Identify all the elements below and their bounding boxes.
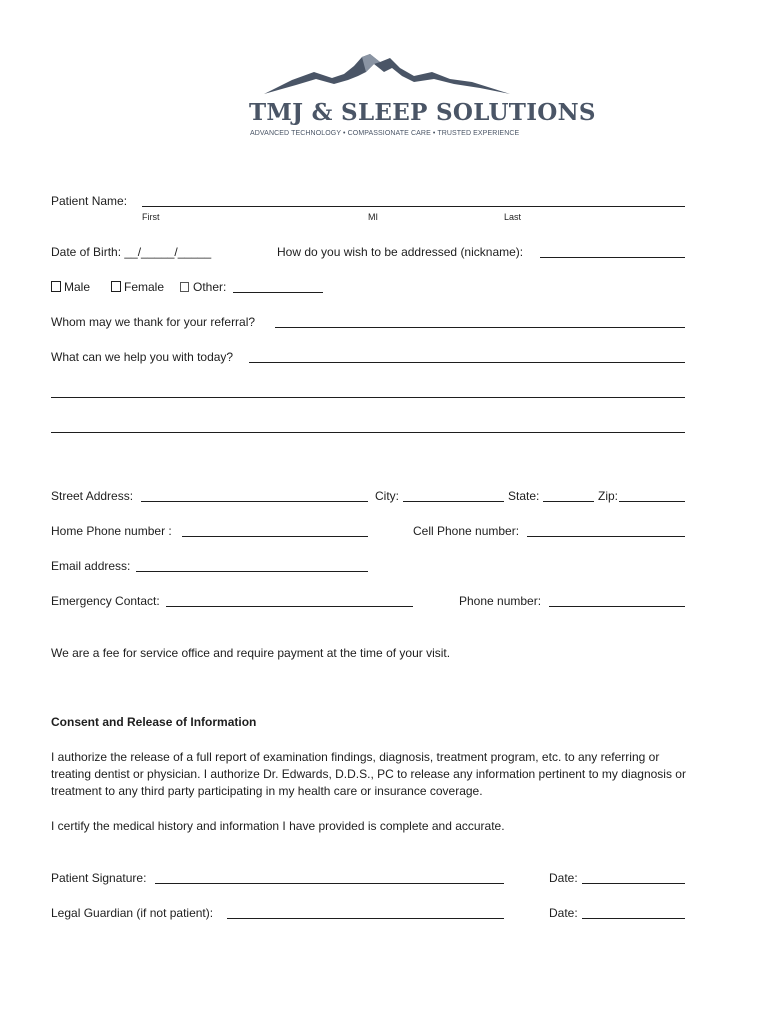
guardian-signature-label: Legal Guardian (if not patient): [51, 906, 214, 920]
consent-line-2: treating dentist or physician. I authorize Dr. Edwards, D.D.S., PC to release any information pertinent to my diagnosis or [51, 767, 686, 781]
female-checkbox[interactable] [111, 281, 121, 292]
home-phone-label: Home Phone number : [51, 524, 172, 538]
state-label: State: [508, 489, 540, 503]
cell-phone-field[interactable] [527, 536, 685, 537]
referral-field[interactable] [275, 327, 685, 328]
city-field[interactable] [403, 501, 504, 502]
patient-signature-label: Patient Signature: [51, 871, 147, 885]
help-field-line-1[interactable] [249, 362, 685, 363]
patient-name-field[interactable] [142, 206, 685, 207]
emergency-contact-field[interactable] [166, 606, 413, 607]
guardian-date-label: Date: [549, 906, 578, 920]
consent-line-1: I authorize the release of a full report of examination findings, diagnosis, treatment program, etc. to any referring or [51, 750, 660, 764]
zip-field[interactable] [619, 501, 685, 502]
male-checkbox[interactable] [51, 281, 61, 292]
payment-notice: We are a fee for service office and require payment at the time of your visit. [51, 646, 451, 660]
logo-tagline: ADVANCED TECHNOLOGY • COMPASSIONATE CARE • TRUSTED EXPERIENCE [250, 130, 520, 137]
first-name-caption: First [142, 212, 160, 222]
phone-number-label: Phone number: [459, 594, 542, 608]
cell-phone-label: Cell Phone number: [413, 524, 520, 538]
email-label: Email address: [51, 559, 131, 573]
other-gender-field[interactable] [233, 292, 323, 293]
zip-label: Zip: [598, 489, 619, 503]
help-field-line-3[interactable] [51, 432, 685, 433]
street-address-field[interactable] [141, 501, 368, 502]
certify-statement: I certify the medical history and information I have provided is complete and accurate. [51, 819, 505, 833]
email-field[interactable] [136, 571, 368, 572]
consent-line-3: treatment to any third party participating in my health care or insurance coverage. [51, 784, 483, 798]
last-name-caption: Last [504, 212, 522, 222]
mountain-logo-icon [262, 52, 512, 97]
patient-date-field[interactable] [582, 883, 685, 884]
nickname-field[interactable] [540, 257, 685, 258]
city-label: City: [375, 489, 399, 503]
other-checkbox[interactable] [180, 282, 189, 292]
patient-signature-field[interactable] [155, 883, 504, 884]
gender-female-option[interactable] [111, 280, 164, 294]
dob-field[interactable]: Date of Birth: __/_____/_____ [51, 245, 212, 259]
help-field-line-2[interactable] [51, 397, 685, 398]
home-phone-field[interactable] [182, 536, 368, 537]
patient-name-label: Patient Name: [51, 194, 128, 208]
middle-initial-caption: MI [368, 212, 378, 222]
gender-male-option[interactable] [51, 280, 90, 294]
emergency-contact-label: Emergency Contact: [51, 594, 160, 608]
state-field[interactable] [543, 501, 594, 502]
guardian-date-field[interactable] [582, 918, 685, 919]
help-label: What can we help you with today? [51, 350, 234, 364]
guardian-signature-field[interactable] [227, 918, 504, 919]
nickname-label: How do you wish to be addressed (nickname): [277, 245, 524, 259]
consent-heading: Consent and Release of Information [51, 715, 257, 729]
street-address-label: Street Address: [51, 489, 134, 503]
logo-title: TMJ & SLEEP SOLUTIONS [249, 99, 596, 126]
female-label: Female [124, 280, 165, 294]
patient-date-label: Date: [549, 871, 578, 885]
referral-label: Whom may we thank for your referral? [51, 315, 256, 329]
other-label: Other: [193, 280, 227, 294]
emergency-phone-field[interactable] [549, 606, 685, 607]
male-label: Male [64, 280, 91, 294]
gender-other-option[interactable] [180, 280, 226, 294]
